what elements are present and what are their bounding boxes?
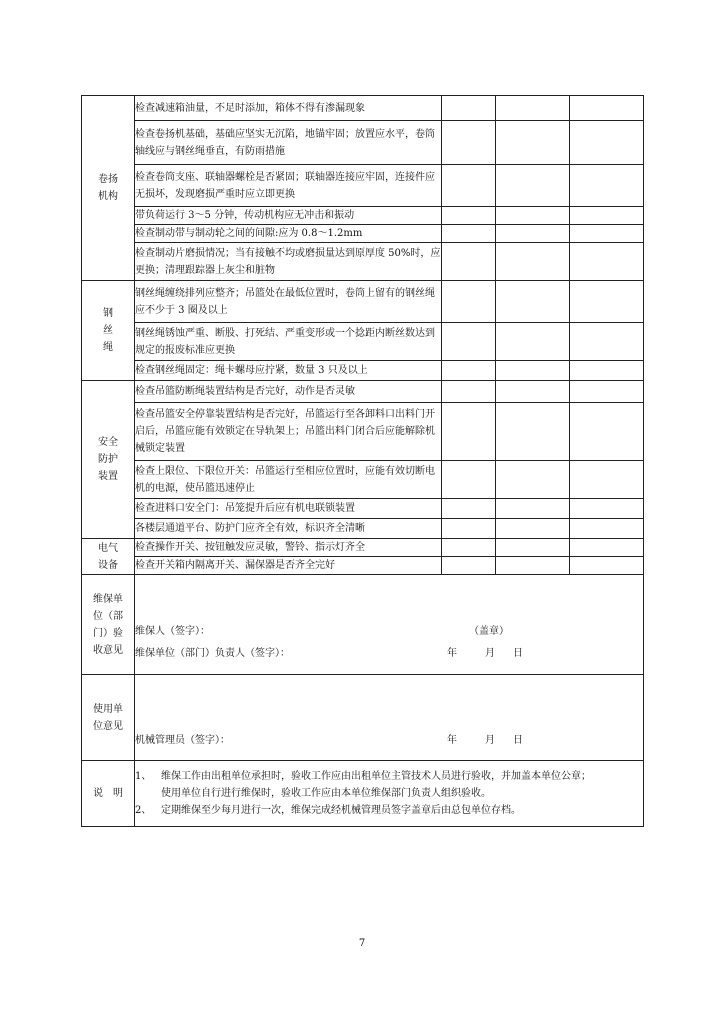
user-opinion-label bbox=[82, 675, 135, 761]
year-label: 年 bbox=[447, 734, 457, 746]
result-cell[interactable] bbox=[442, 281, 496, 323]
note-text-continued: 使用单位自行进行维保时，验收工作应由本单位维保部门负责人组织验收。 bbox=[161, 788, 491, 799]
inspection-form bbox=[81, 95, 643, 827]
result-cell[interactable] bbox=[570, 121, 644, 165]
category-label bbox=[82, 281, 135, 381]
page-number: 7 bbox=[358, 938, 366, 949]
result-cell[interactable] bbox=[496, 243, 570, 281]
inspection-row bbox=[82, 557, 644, 575]
inspection-row bbox=[82, 165, 644, 207]
inspection-row bbox=[82, 225, 644, 243]
inspection-item: 检查上限位、下限位开关：吊篮运行至相应位置时，应能有效切断电机的电源，使吊篮迅速停止 bbox=[135, 461, 442, 499]
result-cell[interactable] bbox=[442, 323, 496, 361]
result-cell[interactable] bbox=[570, 225, 644, 243]
result-cell[interactable] bbox=[496, 539, 570, 557]
inspection-row bbox=[82, 96, 644, 121]
note-number: 2、 bbox=[135, 805, 152, 816]
inspection-row bbox=[82, 323, 644, 361]
result-cell[interactable] bbox=[496, 96, 570, 121]
inspection-item: 各楼层通道平台、防护门应齐全有效，标识齐全清晰 bbox=[135, 519, 442, 539]
result-cell[interactable] bbox=[442, 557, 496, 575]
result-cell[interactable] bbox=[442, 207, 496, 225]
day-label: 日 bbox=[513, 647, 523, 659]
notes-content bbox=[135, 761, 644, 827]
result-cell[interactable] bbox=[570, 165, 644, 207]
inspection-row bbox=[82, 461, 644, 499]
maintenance-opinion-label-line: 位（部 bbox=[93, 610, 123, 622]
category-label-line: 设备 bbox=[98, 559, 118, 571]
result-cell[interactable] bbox=[442, 403, 496, 461]
result-cell[interactable] bbox=[496, 361, 570, 381]
maintenance-opinion-label-line: 维保单 bbox=[93, 593, 123, 605]
result-cell[interactable] bbox=[442, 243, 496, 281]
result-cell[interactable] bbox=[496, 323, 570, 361]
result-cell[interactable] bbox=[496, 461, 570, 499]
note-text: 定期维保至少每月进行一次，维保完成经机械管理员签字盖章后由总包单位存档。 bbox=[161, 805, 521, 816]
inspection-item: 检查卷筒支座、联轴器螺栓是否紧固；联轴器连接应牢固，连接件应无损坏，发现磨损严重时应立即更换 bbox=[135, 165, 442, 207]
result-cell[interactable] bbox=[570, 281, 644, 323]
notes-row bbox=[82, 761, 644, 827]
inspection-item: 检查制动带与制动轮之间的间隙:应为 0.8～1.2mm bbox=[135, 225, 442, 243]
note-item bbox=[135, 768, 643, 785]
result-cell[interactable] bbox=[570, 557, 644, 575]
note-number: 1、 bbox=[135, 771, 152, 782]
maintenance-opinion-row bbox=[82, 575, 644, 675]
result-cell[interactable] bbox=[496, 207, 570, 225]
result-cell[interactable] bbox=[570, 243, 644, 281]
result-cell[interactable] bbox=[442, 381, 496, 403]
user-opinion-label-line: 使用单 bbox=[93, 703, 123, 715]
inspection-item: 钢丝绳锈蚀严重、断股、打死结、严重变形或一个捻距内断丝数达到规定的报废标准应更换 bbox=[135, 323, 442, 361]
result-cell[interactable] bbox=[442, 165, 496, 207]
category-label-line: 安全 bbox=[98, 437, 118, 448]
seal-label: （盖章） bbox=[469, 625, 509, 637]
result-cell[interactable] bbox=[570, 499, 644, 519]
unit-head-row bbox=[135, 642, 643, 664]
result-cell[interactable] bbox=[442, 225, 496, 243]
result-cell[interactable] bbox=[442, 499, 496, 519]
inspection-item: 检查制动片磨损情况；当有接触不均或磨损量达到原厚度 50%时，应更换；清理跟踪器上灰尘和脏物 bbox=[135, 243, 442, 281]
inspection-item: 检查卷扬机基础，基础应坚实无沉陷，地锚牢固；放置应水平，卷筒轴线应与钢丝绳垂直，有防雨措施 bbox=[135, 121, 442, 165]
result-cell[interactable] bbox=[442, 461, 496, 499]
note-text: 维保工作由出租单位承担时，验收工作应由出租单位主管技术人员进行验收，并加盖本单位公章； bbox=[161, 771, 591, 782]
user-opinion-label-line: 位意见 bbox=[93, 720, 123, 732]
manager-label: 机械管理员（签字）： bbox=[135, 734, 230, 746]
result-cell[interactable] bbox=[442, 361, 496, 381]
day-label: 日 bbox=[513, 734, 523, 746]
inspection-table bbox=[81, 95, 644, 827]
maintenance-signature-area[interactable] bbox=[135, 575, 644, 675]
result-cell[interactable] bbox=[570, 96, 644, 121]
note-item bbox=[135, 802, 643, 819]
inspection-item: 检查吊篮防断绳装置结构是否完好，动作是否灵敏 bbox=[135, 381, 442, 403]
category-label bbox=[82, 381, 135, 539]
result-cell[interactable] bbox=[442, 121, 496, 165]
inspection-row bbox=[82, 381, 644, 403]
result-cell[interactable] bbox=[496, 499, 570, 519]
inspection-item: 检查操作开关、按钮触发应灵敏，警铃、指示灯齐全 bbox=[135, 539, 442, 557]
category-label-line: 装置 bbox=[98, 471, 118, 482]
category-label bbox=[82, 539, 135, 575]
category-label-line: 丝 bbox=[103, 325, 113, 336]
inspection-item: 钢丝绳缠绕排列应整齐；吊篮处在最低位置时，卷筒上留有的钢丝绳应不少于 3 圈及以上 bbox=[135, 281, 442, 323]
result-cell[interactable] bbox=[570, 323, 644, 361]
result-cell[interactable] bbox=[496, 519, 570, 539]
notes-label: 说 明 bbox=[82, 761, 135, 827]
result-cell[interactable] bbox=[570, 403, 644, 461]
inspection-item: 检查钢丝绳固定：绳卡螺母应拧紧，数量 3 只及以上 bbox=[135, 361, 442, 381]
unit-head-label: 维保单位（部门）负责人（签字）： bbox=[135, 647, 290, 659]
inspection-row bbox=[82, 519, 644, 539]
inspection-row bbox=[82, 403, 644, 461]
inspection-row bbox=[82, 281, 644, 323]
category-label-line: 防护 bbox=[98, 454, 118, 465]
month-label: 月 bbox=[485, 734, 495, 746]
inspection-item: 检查开关箱内隔离开关、漏保器是否齐全完好 bbox=[135, 557, 442, 575]
result-cell[interactable] bbox=[570, 381, 644, 403]
result-cell[interactable] bbox=[442, 96, 496, 121]
result-cell[interactable] bbox=[570, 207, 644, 225]
inspection-row bbox=[82, 361, 644, 381]
inspection-item: 检查进料口安全门：吊笼提升后应有机电联锁装置 bbox=[135, 499, 442, 519]
maintainer-row bbox=[135, 620, 643, 642]
maintenance-opinion-label bbox=[82, 575, 135, 675]
result-cell[interactable] bbox=[570, 519, 644, 539]
maintenance-opinion-label-line: 门）验 bbox=[93, 627, 123, 639]
category-label-line: 钢 bbox=[103, 308, 113, 319]
maintainer-label: 维保人（签字）： bbox=[135, 625, 210, 637]
result-cell[interactable] bbox=[496, 557, 570, 575]
category-label bbox=[82, 96, 135, 281]
user-opinion-row bbox=[82, 675, 644, 761]
date-field bbox=[447, 645, 523, 662]
category-label-line: 绳 bbox=[103, 342, 113, 353]
result-cell[interactable] bbox=[496, 165, 570, 207]
maintenance-opinion-label-line: 收意见 bbox=[93, 644, 123, 656]
manager-row bbox=[135, 729, 643, 751]
result-cell[interactable] bbox=[570, 361, 644, 381]
result-cell[interactable] bbox=[496, 403, 570, 461]
inspection-item: 检查减速箱油量，不足时添加，箱体不得有渗漏现象 bbox=[135, 96, 442, 121]
category-label-line: 卷扬 bbox=[98, 174, 118, 185]
inspection-row bbox=[82, 539, 644, 557]
user-signature-area[interactable] bbox=[135, 675, 644, 761]
inspection-row bbox=[82, 243, 644, 281]
result-cell[interactable] bbox=[496, 225, 570, 243]
inspection-item: 检查吊篮安全停靠装置结构是否完好，吊篮运行至各卸料口出料门开启后，吊篮应能有效锁定在导轨架上；吊篮出料门闭合后应能解除机械锁定装置 bbox=[135, 403, 442, 461]
category-label-line: 电气 bbox=[98, 542, 118, 554]
result-cell[interactable] bbox=[496, 121, 570, 165]
result-cell[interactable] bbox=[442, 539, 496, 557]
result-cell[interactable] bbox=[496, 281, 570, 323]
year-label: 年 bbox=[447, 647, 457, 659]
inspection-item: 带负荷运行 3～5 分钟，传动机构应无冲击和振动 bbox=[135, 207, 442, 225]
inspection-row bbox=[82, 121, 644, 165]
result-cell[interactable] bbox=[570, 539, 644, 557]
inspection-row bbox=[82, 207, 644, 225]
month-label: 月 bbox=[485, 647, 495, 659]
result-cell[interactable] bbox=[442, 519, 496, 539]
result-cell[interactable] bbox=[496, 381, 570, 403]
inspection-row bbox=[82, 499, 644, 519]
date-field bbox=[447, 732, 523, 749]
category-label-line: 机构 bbox=[98, 191, 118, 202]
result-cell[interactable] bbox=[570, 461, 644, 499]
